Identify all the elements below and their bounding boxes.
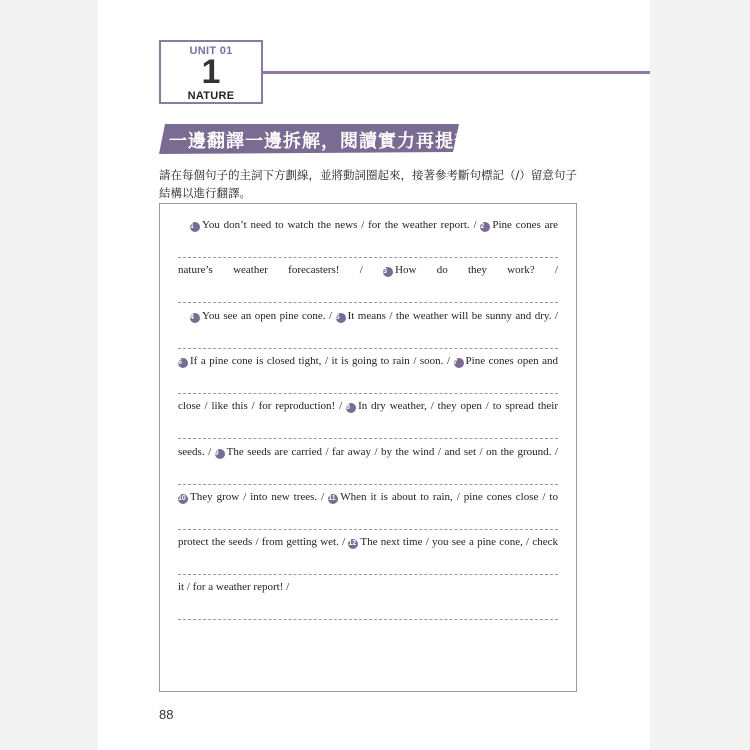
sentence-text: You don’t need to watch the news / for the weather report. / (202, 219, 481, 231)
sentence-number-badge: 9 (215, 449, 225, 459)
writing-line (178, 574, 558, 575)
sentence-line (178, 399, 558, 413)
section-banner (159, 124, 492, 154)
sentence-number-badge: 6 (178, 358, 188, 368)
sentence-text: seeds. / (178, 445, 215, 458)
sentence-text: When it is about to rain, / pine cones close / to (340, 490, 558, 503)
page-number: 88 (159, 707, 174, 722)
unit-topic: NATURE (187, 90, 235, 102)
sentence-number-badge: 5 (336, 313, 346, 323)
sentence-text: They grow / into new trees. / (190, 490, 329, 503)
sentence-text: If a pine cone is closed tight, / it is going to rain / soon. / (190, 354, 454, 367)
sentence-number-badge: 4 (190, 313, 200, 323)
writing-line (178, 484, 558, 485)
sentence-number-badge: 7 (454, 358, 464, 368)
sentence-line (190, 309, 558, 323)
writing-line (178, 529, 558, 530)
sentence-line (178, 580, 558, 594)
sentence-number-badge: 3 (383, 267, 393, 277)
writing-line (178, 257, 558, 258)
sentence-line (178, 354, 558, 368)
sentence-text: How do they work? / (395, 264, 558, 277)
sentence-text: nature’s weather forecasters! / (178, 264, 384, 277)
sentence-text: You see an open pine cone. / (202, 309, 336, 322)
writing-line (178, 438, 558, 439)
sentence-number-badge: 8 (346, 403, 356, 413)
sentence-text: Pine cones are (492, 219, 558, 231)
sentence-text: close / like this / for reproduction! / (178, 400, 347, 413)
sentence-line (178, 445, 558, 459)
sentence-text: The seeds are carried / far away / by the wind / and set / on the ground. / (226, 445, 558, 458)
unit-number: 1 (201, 53, 221, 91)
sentence-text: protect the seeds / from getting wet. / (178, 536, 349, 549)
banner-title: 一邊翻譯一邊拆解，閱讀實力再提升！ (169, 131, 492, 152)
sentence-line (178, 535, 558, 549)
sentence-number-badge: 11 (328, 494, 338, 504)
sentence-text: In dry weather, / they open / to spread their (358, 400, 558, 413)
sentence-number-badge: 10 (178, 494, 188, 504)
sentence-text: it / for a weather report! / (178, 581, 290, 594)
sentence-number-badge: 2 (480, 222, 490, 232)
writing-line (178, 302, 558, 303)
sentence-text: It means / the weather will be sunny and dry. / (347, 309, 558, 322)
instruction-text: 請在每個句子的主詞下方劃線，並將動詞圈起來，接著參考斷句標記（/）留意句子結構以進行翻譯。 (159, 168, 577, 200)
writing-line (178, 619, 558, 620)
sentence-number-badge: 1 (190, 222, 200, 232)
sentence-line (178, 263, 558, 277)
writing-line (178, 393, 558, 394)
sentence-line (190, 218, 558, 232)
writing-line (178, 348, 558, 349)
sentence-text: The next time / you see a pine cone, / check (360, 536, 559, 549)
sentence-line (178, 490, 558, 504)
sentence-number-badge: 12 (348, 539, 358, 549)
header-rule (263, 71, 650, 74)
unit-header-box (159, 40, 263, 104)
sentence-text: Pine cones open and (465, 354, 558, 367)
unit-label: UNIT 01 (189, 45, 233, 57)
